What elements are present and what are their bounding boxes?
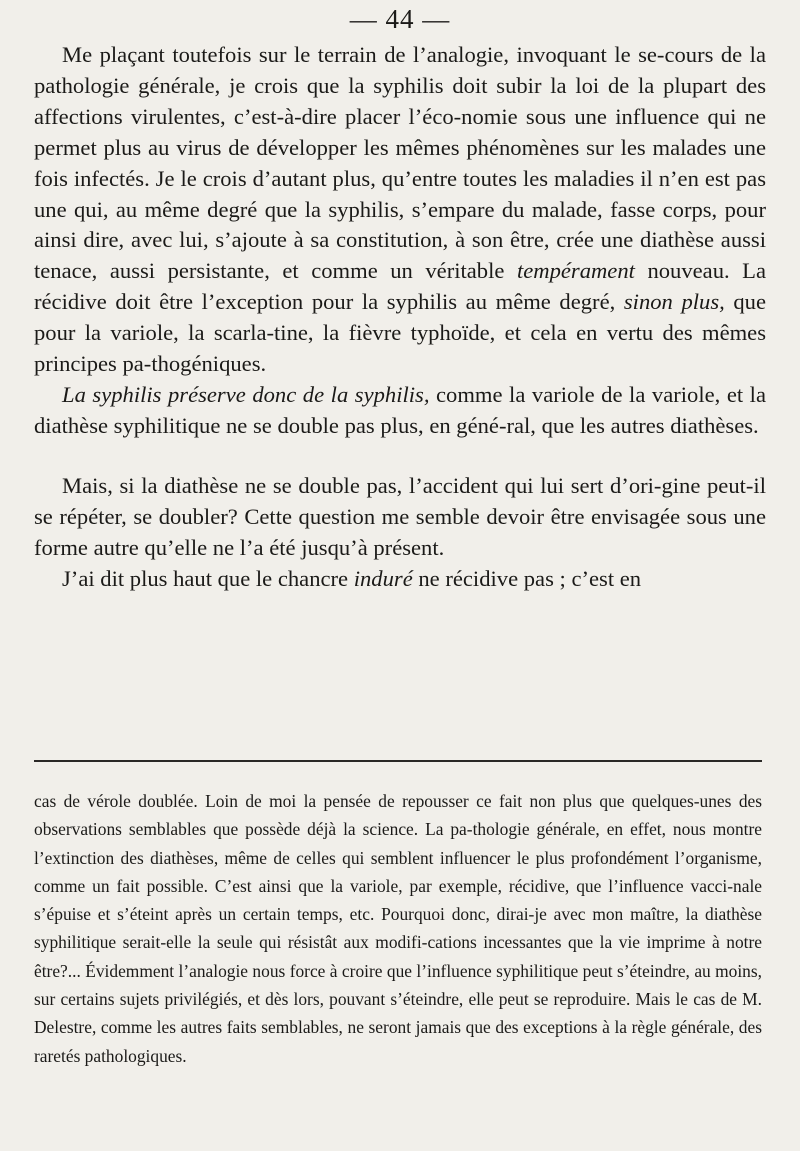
paragraph: Mais, si la diathèse ne se double pas, l’accident qui lui sert d’ori-gine peut-il se répéter, se doubler? Cette question me semble devoir être envisagée sous une forme autre qu’elle ne l’a été jusqu’à présent. bbox=[34, 472, 766, 560]
main-text bbox=[34, 40, 766, 594]
paragraph: J’ai dit plus haut que le chancre induré ne récidive pas ; c’est en bbox=[62, 565, 642, 591]
paragraph: La syphilis préserve donc de la syphilis, comme la variole de la variole, et la diathèse syphilitique ne se double pas plus, en géné-ral, que les autres diathèses. bbox=[34, 381, 766, 438]
footnote-divider bbox=[34, 760, 762, 762]
footnote-text: cas de vérole doublée. Loin de moi la pensée de repousser ce fait non plus que quelques-unes des observations semblables que possède déjà la science. La pa-thologie générale, en effet, nous montre l’extinction des diathèses, même de celles qui semblent influencer le plus profondément l’organisme, comme un fait possible. C’est ainsi que la variole, par exemple, récidive, que l’influence vacci-nale s’épuise et s’éteint après un certain temps, etc. Pourquoi donc, dirai-je avec mon maître, la diathèse syphilitique serait-elle la seule qui résistât aux modifi-cations incessantes que la vie imprime à notre être?... Évidemment l’analogie nous force à croire que l’influence syphilitique peut s’éteindre, au moins, sur certains sujets privilégiés, et dès lors, pouvant s’éteindre, elle peut se reproduire. Mais le cas de M. Delestre, comme les autres faits semblables, ne seront jamais que des exceptions à la règle générale, des raretés pathologiques. bbox=[34, 791, 762, 1066]
page-number: — 44 — bbox=[349, 4, 451, 34]
footnote bbox=[34, 787, 762, 1070]
paragraph: Me plaçant toutefois sur le terrain de l’analogie, invoquant le se-cours de la pathologie générale, je crois que la syphilis doit subir la loi de la plupart des affections virulentes, c’est-à-dire placer l’éco-nomie sous une influence qui ne permet plus au virus de développer les mêmes phénomènes sur les malades une fois infectés. Je le crois d’autant plus, qu’entre toutes les maladies il n’en est pas une qui, au même degré que la syphilis, s’empare du malade, fasse corps, pour ainsi dire, avec lui, s’ajoute à sa constitution, à son être, crée une diathèse aussi tenace, aussi persistante, et comme un véritable tempérament nouveau. La récidive doit être l’exception pour la syphilis au même degré, sinon plus, que pour la variole, la scarla-tine, la fièvre typhoïde, et cela en vertu des mêmes principes pa-thogéniques. bbox=[34, 42, 767, 377]
